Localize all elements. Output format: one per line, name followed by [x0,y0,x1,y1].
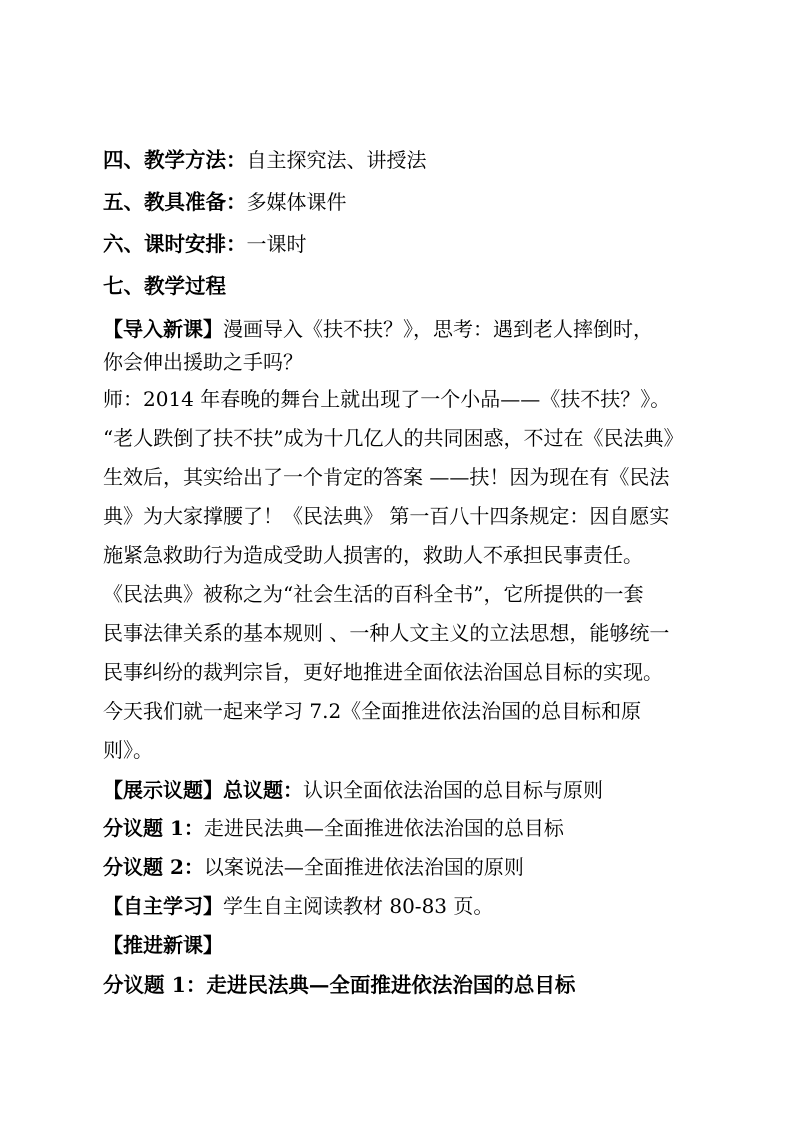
teaching-method-text: 自主探究法、讲授法 [246,148,427,172]
teacher-line-6: 《民法典》被称之为“社会生活的百科全书”，它所提供的一套 [103,582,644,606]
display-topic-tag: 【展示议题】 [103,778,223,802]
teacher-line-5: 施紧急救助行为造成受助人损害的，救助人不承担民事责任。 [103,543,643,567]
class-time-line [103,229,723,259]
intro-text-2: 你会伸出援助之手吗？ [103,350,303,374]
self-study-tag: 【自主学习】 [103,894,223,918]
teacher-line-1: 师：2014 年春晚的舞台上就出现了一个小品——《扶不扶？》。 [103,387,671,411]
teaching-tools-text: 多媒体课件 [246,190,347,214]
teaching-method-label: 四、教学方法： [103,148,247,172]
teacher-line-8: 民事纠纷的裁判宗旨，更好地推进全面依法治国总目标的实现。 [103,660,663,684]
teacher-line-7: 民事法律关系的基本规则 、一种人文主义的立法思想，能够统一 [103,621,670,645]
new-lesson-tag: 【推进新课】 [103,933,223,957]
teaching-process-label: 七、教学过程 [103,274,226,298]
new-lesson-line [103,930,723,960]
main-topic-label: 总议题： [223,778,303,802]
sub-topic-2-line [103,852,723,882]
teacher-line-4: 典》为大家撑腰了！《民法典》 第一百八十四条规定：因自愿实 [103,504,670,528]
sub-topic-1-line [103,813,723,843]
sub-topic-1-label: 分议题 1： [103,816,204,840]
display-topic-line [103,775,723,805]
intro-line-2 [103,347,723,377]
new-lesson-heading: 分议题 1：走进民法典—全面推进依法治国的总目标 [103,973,576,997]
sub-topic-2-text: 以案说法—全面推进依法治国的原则 [203,855,524,879]
teacher-line-3: 生效后，其实给出了一个肯定的答案 ——扶！因为现在有《民法 [103,465,670,489]
teaching-tools-label: 五、教具准备： [103,190,247,214]
intro-line-1 [103,314,723,344]
self-study-line [103,891,723,921]
sub-topic-1-text: 走进民法典—全面推进依法治国的总目标 [203,816,564,840]
teacher-line-2: “老人跌倒了扶不扶”成为十几亿人的共同困惑，不过在《民法典》 [103,426,684,450]
intro-tag: 【导入新课】 [103,317,223,341]
intro-text-1: 漫画导入《扶不扶？》，思考：遇到老人摔倒时， [223,317,653,341]
class-time-text: 一课时 [246,232,307,256]
self-study-text: 学生自主阅读教材 80-83 页。 [223,894,494,918]
teaching-method-line [103,145,723,175]
teacher-line-10: 则》。 [103,738,153,762]
teaching-process-line [103,271,723,301]
class-time-label: 六、课时安排： [103,232,247,256]
main-topic-text: 认识全面依法治国的总目标与原则 [303,778,603,802]
teacher-line-9: 今天我们就一起来学习 7.2《全面推进依法治国的总目标和原 [103,699,642,723]
teaching-tools-line [103,187,723,217]
new-lesson-heading-line [103,970,723,1000]
sub-topic-2-label: 分议题 2： [103,855,204,879]
